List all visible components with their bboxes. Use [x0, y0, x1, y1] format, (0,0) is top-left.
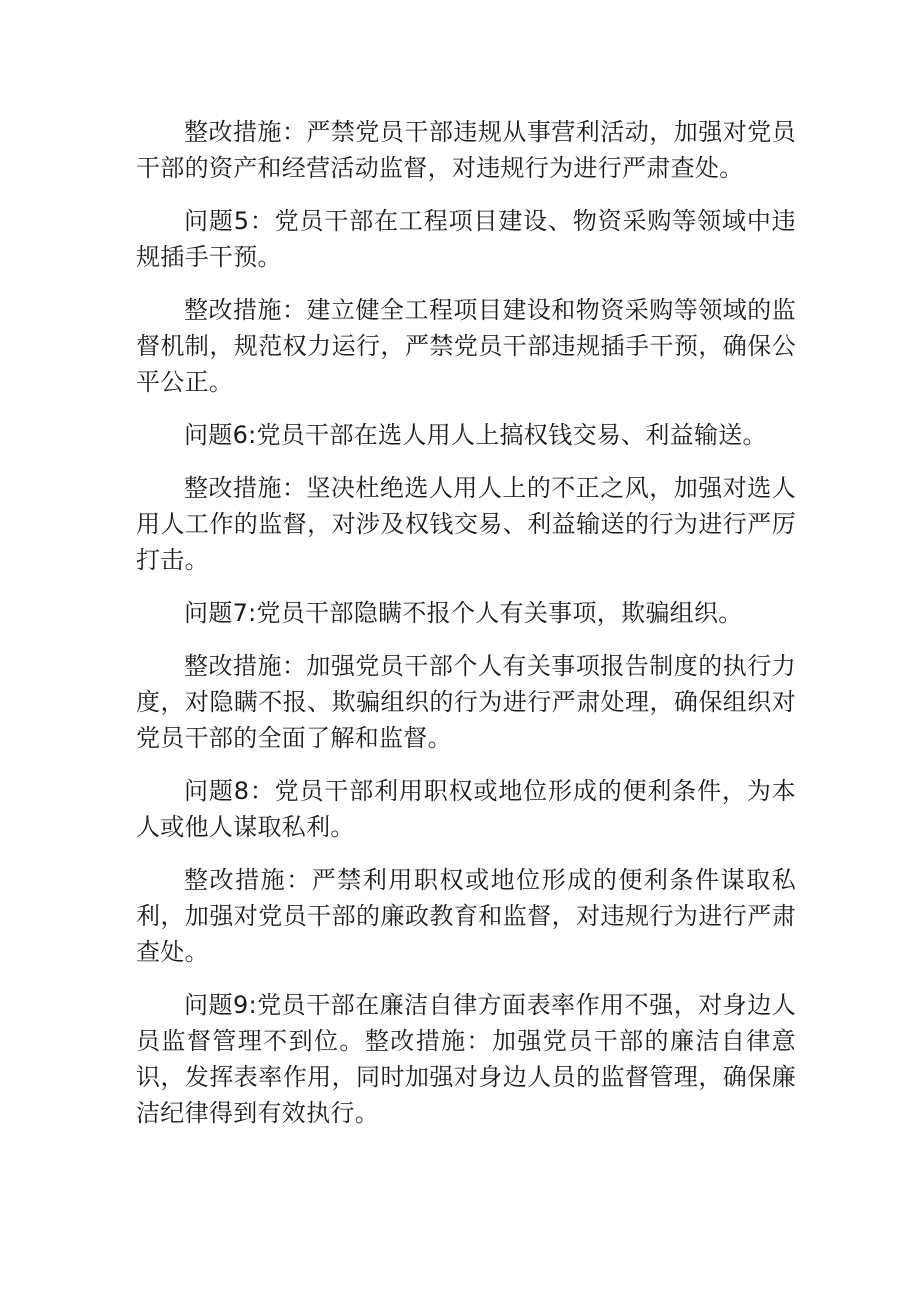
paragraph-issue-5: 问题5：党员干部在工程项目建设、物资采购等领域中违规插手干预。 — [136, 207, 796, 271]
paragraph-measure-1: 整改措施：严禁党员干部违规从事营利活动，加强对党员干部的资产和经营活动监督，对违规行为进行严肃查处。 — [136, 118, 796, 182]
paragraph-issue-8: 问题8：党员干部利用职权或地位形成的便利条件，为本人或他人谋取私利。 — [136, 777, 796, 841]
paragraph-issue-6: 问题6:党员干部在选人用人上搞权钱交易、利益输送。 — [184, 421, 767, 449]
document-body — [136, 114, 796, 1148]
paragraph-measure-8: 整改措施：严禁利用职权或地位形成的便利条件谋取私利，加强对党员干部的廉政教育和监督，对违规行为进行严肃查处。 — [136, 866, 796, 966]
paragraph-issue-9: 问题9:党员干部在廉洁自律方面表率作用不强，对身边人员监督管理不到位。整改措施：加强党员干部的廉洁自律意识，发挥表率作用，同时加强对身边人员的监督管理，确保廉洁纪律得到有效执行。 — [136, 991, 796, 1127]
paragraph-measure-5: 整改措施：建立健全工程项目建设和物资采购等领域的监督机制，规范权力运行，严禁党员干部违规插手干预，确保公平公正。 — [136, 296, 796, 396]
paragraph-measure-6: 整改措施：坚决杜绝选人用人上的不正之风，加强对选人用人工作的监督，对涉及权钱交易、利益输送的行为进行严厉打击。 — [136, 474, 796, 574]
paragraph-issue-7: 问题7:党员干部隐瞒不报个人有关事项，欺骗组织。 — [184, 599, 743, 627]
paragraph-measure-7: 整改措施：加强党员干部个人有关事项报告制度的执行力度，对隐瞒不报、欺骗组织的行为进行严肃处理，确保组织对党员干部的全面了解和监督。 — [136, 652, 796, 752]
